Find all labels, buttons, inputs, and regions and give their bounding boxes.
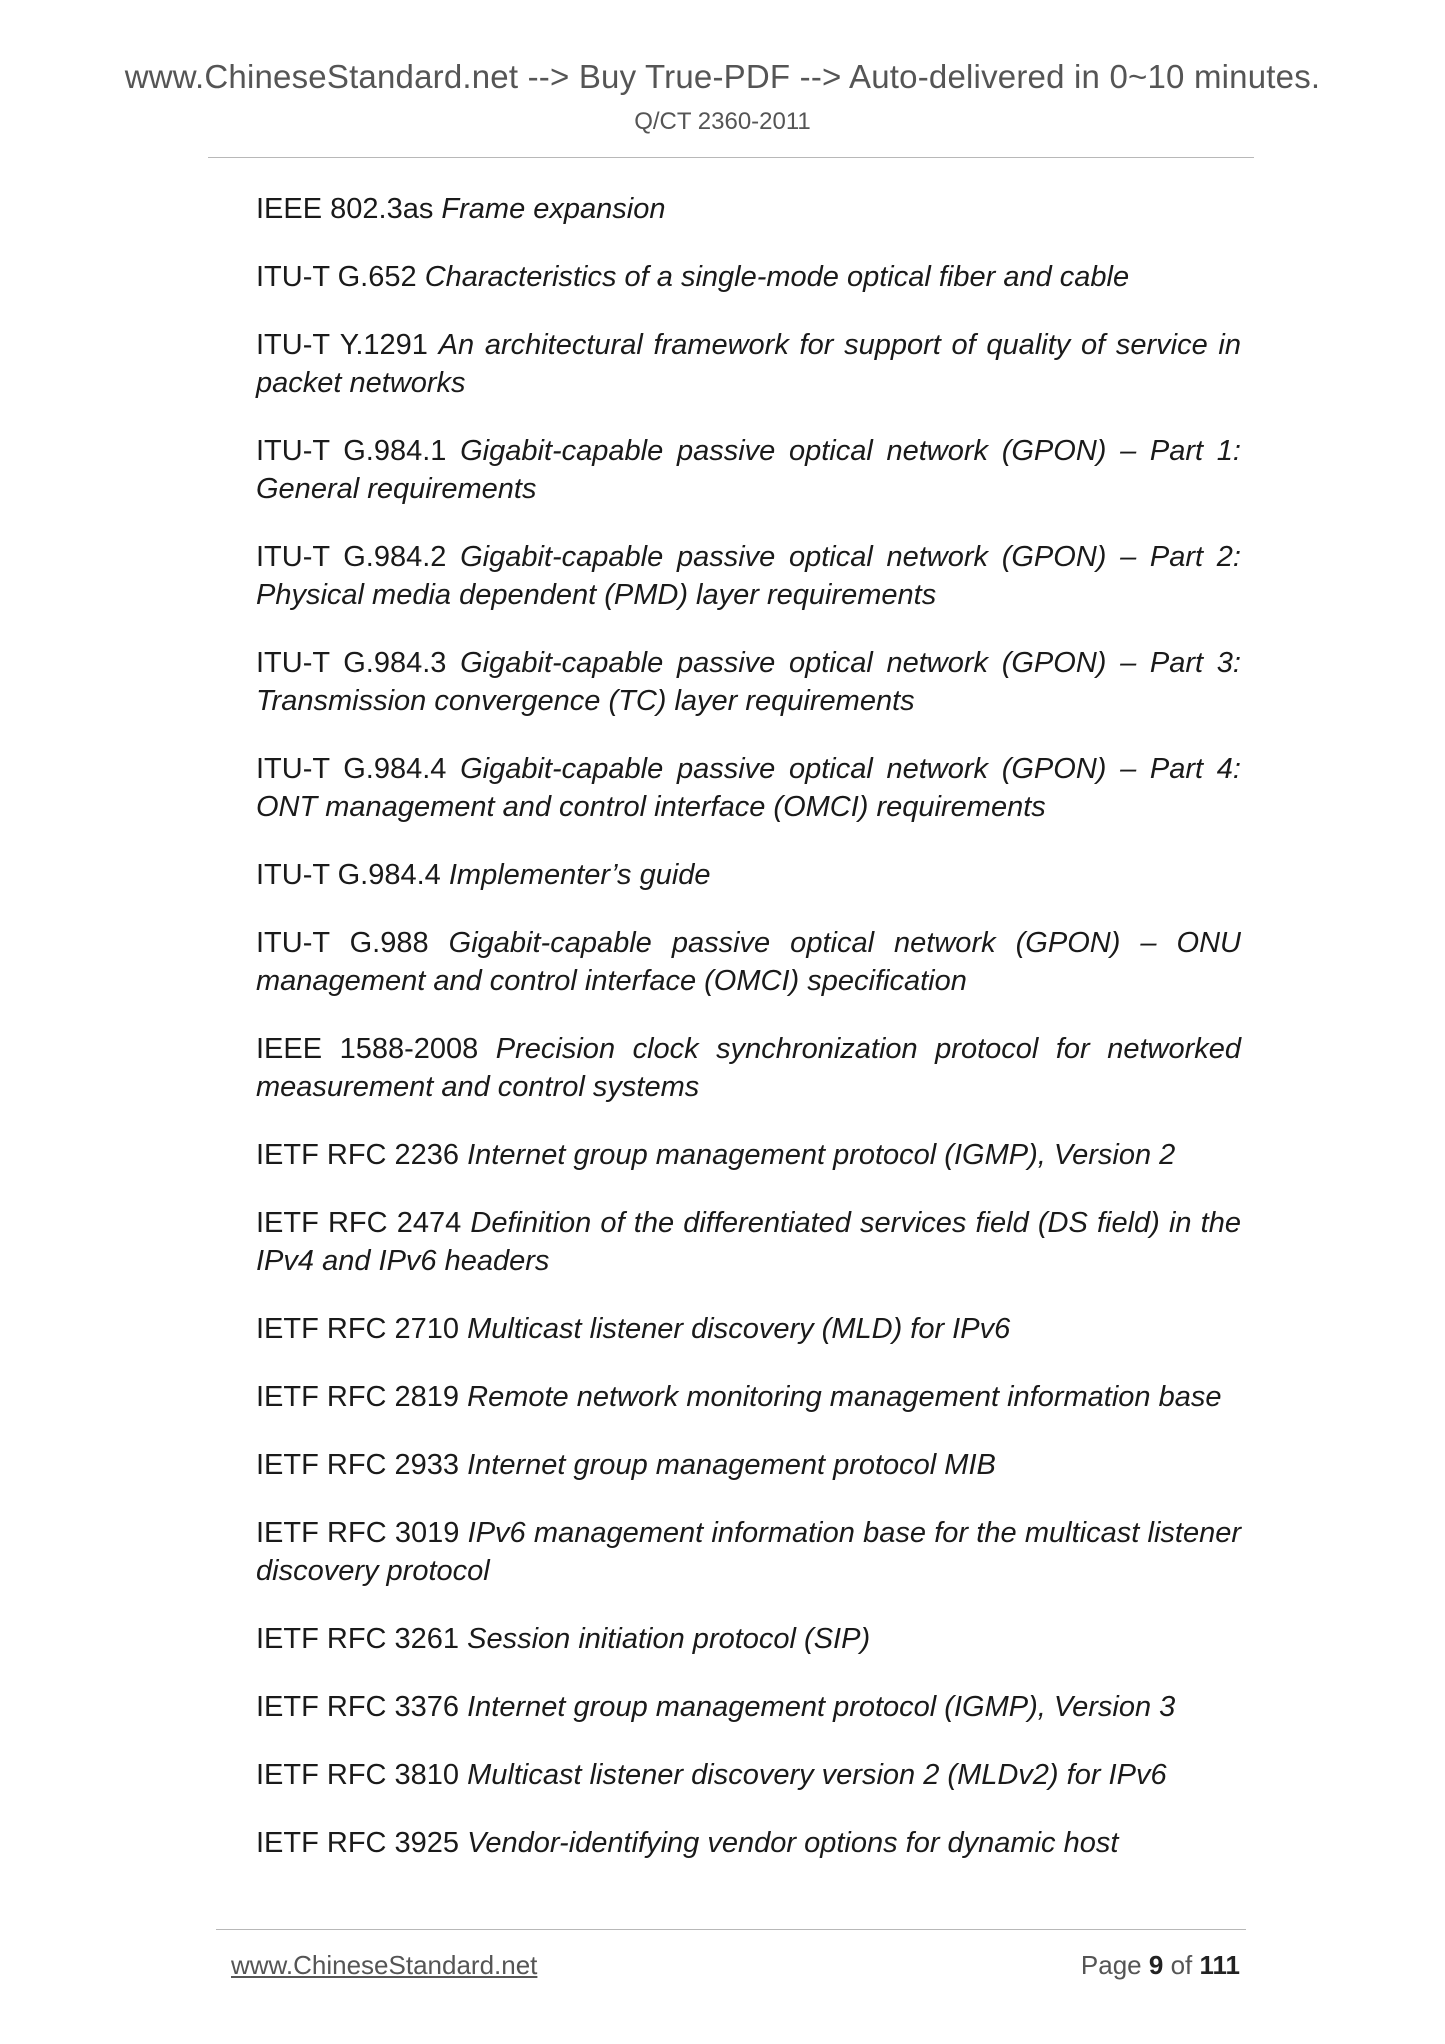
reference-item (256, 856, 1241, 894)
reference-title: Internet group management protocol (IGMP), Version 3 (467, 1691, 1176, 1723)
reference-code: ITU-T G.984.1 (256, 435, 447, 467)
reference-item (256, 1514, 1241, 1590)
header-banner: www.ChineseStandard.net --> Buy True-PDF --> Auto-delivered in 0~10 minutes. (124, 58, 1321, 95)
reference-item (256, 432, 1241, 508)
reference-item (256, 190, 1241, 228)
reference-code: IETF RFC 2819 (256, 1381, 460, 1413)
reference-item (256, 1756, 1241, 1794)
reference-title: Definition of the differentiated services field (DS field) in the IPv4 and IPv6 headers (256, 1207, 1242, 1277)
page-label: Page (1080, 1950, 1142, 1980)
reference-code: IEEE 802.3as (256, 193, 434, 225)
reference-title: Session initiation protocol (SIP) (467, 1623, 871, 1655)
footer-website-link[interactable]: www.ChineseStandard.net (231, 1950, 538, 1980)
reference-code: IETF RFC 2236 (256, 1139, 460, 1171)
reference-title: Multicast listener discovery version 2 (MLDv2) for IPv6 (467, 1759, 1167, 1791)
reference-code: ITU-T Y.1291 (256, 329, 428, 361)
reference-item (256, 1136, 1241, 1174)
reference-code: ITU-T G.984.2 (256, 541, 447, 573)
reference-code: IETF RFC 3261 (256, 1623, 460, 1655)
reference-code: ITU-T G.984.4 (256, 859, 441, 891)
reference-item (256, 1378, 1241, 1416)
document-number: Q/CT 2360-2011 (634, 108, 811, 135)
reference-code: IETF RFC 2933 (256, 1449, 460, 1481)
reference-title: An architectural framework for support of quality of service in packet networks (256, 329, 1241, 399)
page-of-label: of (1170, 1950, 1193, 1980)
reference-item (256, 258, 1241, 296)
reference-item (256, 1620, 1241, 1658)
reference-code: IEEE 1588-2008 (256, 1033, 479, 1065)
reference-title: Implementer’s guide (448, 859, 711, 891)
reference-title: Frame expansion (441, 193, 666, 225)
header-divider (208, 157, 1254, 158)
reference-item (256, 1824, 1241, 1862)
reference-title: IPv6 management information base for the multicast listener discovery protocol (256, 1517, 1241, 1587)
page-total: 111 (1199, 1950, 1240, 1980)
page-current: 9 (1148, 1950, 1164, 1980)
reference-code: IETF RFC 3810 (256, 1759, 460, 1791)
reference-code: IETF RFC 3019 (256, 1517, 460, 1549)
reference-item (256, 924, 1241, 1000)
reference-title: Remote network monitoring management information base (467, 1381, 1222, 1413)
reference-code: IETF RFC 2474 (256, 1207, 462, 1239)
page-indicator (1081, 1950, 1240, 1981)
reference-list (256, 190, 1241, 1892)
reference-code: ITU-T G.988 (256, 927, 429, 959)
reference-item (256, 1688, 1241, 1726)
reference-title: Characteristics of a single-mode optical fiber and cable (424, 261, 1130, 293)
reference-title: Multicast listener discovery (MLD) for IPv6 (467, 1313, 1011, 1345)
reference-code: IETF RFC 3925 (256, 1827, 460, 1859)
reference-item (256, 1310, 1241, 1348)
reference-title: Gigabit-capable passive optical network (GPON) – Part 3: Transmission convergence (TC) layer requirements (256, 647, 1241, 717)
reference-code: ITU-T G.984.3 (256, 647, 447, 679)
reference-title: Vendor-identifying vendor options for dynamic host (467, 1827, 1119, 1859)
reference-title: Gigabit-capable passive optical network (GPON) – Part 2: Physical media dependent (PMD) layer requirements (256, 541, 1241, 611)
reference-item (256, 326, 1241, 402)
reference-code: ITU-T G.984.4 (256, 753, 447, 785)
reference-code: ITU-T G.652 (256, 261, 417, 293)
reference-item (256, 538, 1241, 614)
reference-item (256, 644, 1241, 720)
reference-code: IETF RFC 3376 (256, 1691, 460, 1723)
reference-title: Precision clock synchronization protocol for networked measurement and control systems (256, 1033, 1241, 1103)
reference-title: Gigabit-capable passive optical network (GPON) – Part 4: ONT management and control interface (OMCI) requirements (256, 753, 1241, 823)
reference-title: Internet group management protocol MIB (467, 1449, 996, 1481)
reference-item (256, 750, 1241, 826)
reference-title: Gigabit-capable passive optical network (GPON) – ONU management and control interface (OMCI) specification (256, 927, 1241, 997)
reference-item (256, 1030, 1241, 1106)
reference-item (256, 1204, 1241, 1280)
reference-title: Gigabit-capable passive optical network (GPON) – Part 1: General requirements (256, 435, 1241, 505)
reference-title: Internet group management protocol (IGMP), Version 2 (467, 1139, 1176, 1171)
footer-divider (216, 1929, 1246, 1930)
reference-code: IETF RFC 2710 (256, 1313, 460, 1345)
reference-item (256, 1446, 1241, 1484)
